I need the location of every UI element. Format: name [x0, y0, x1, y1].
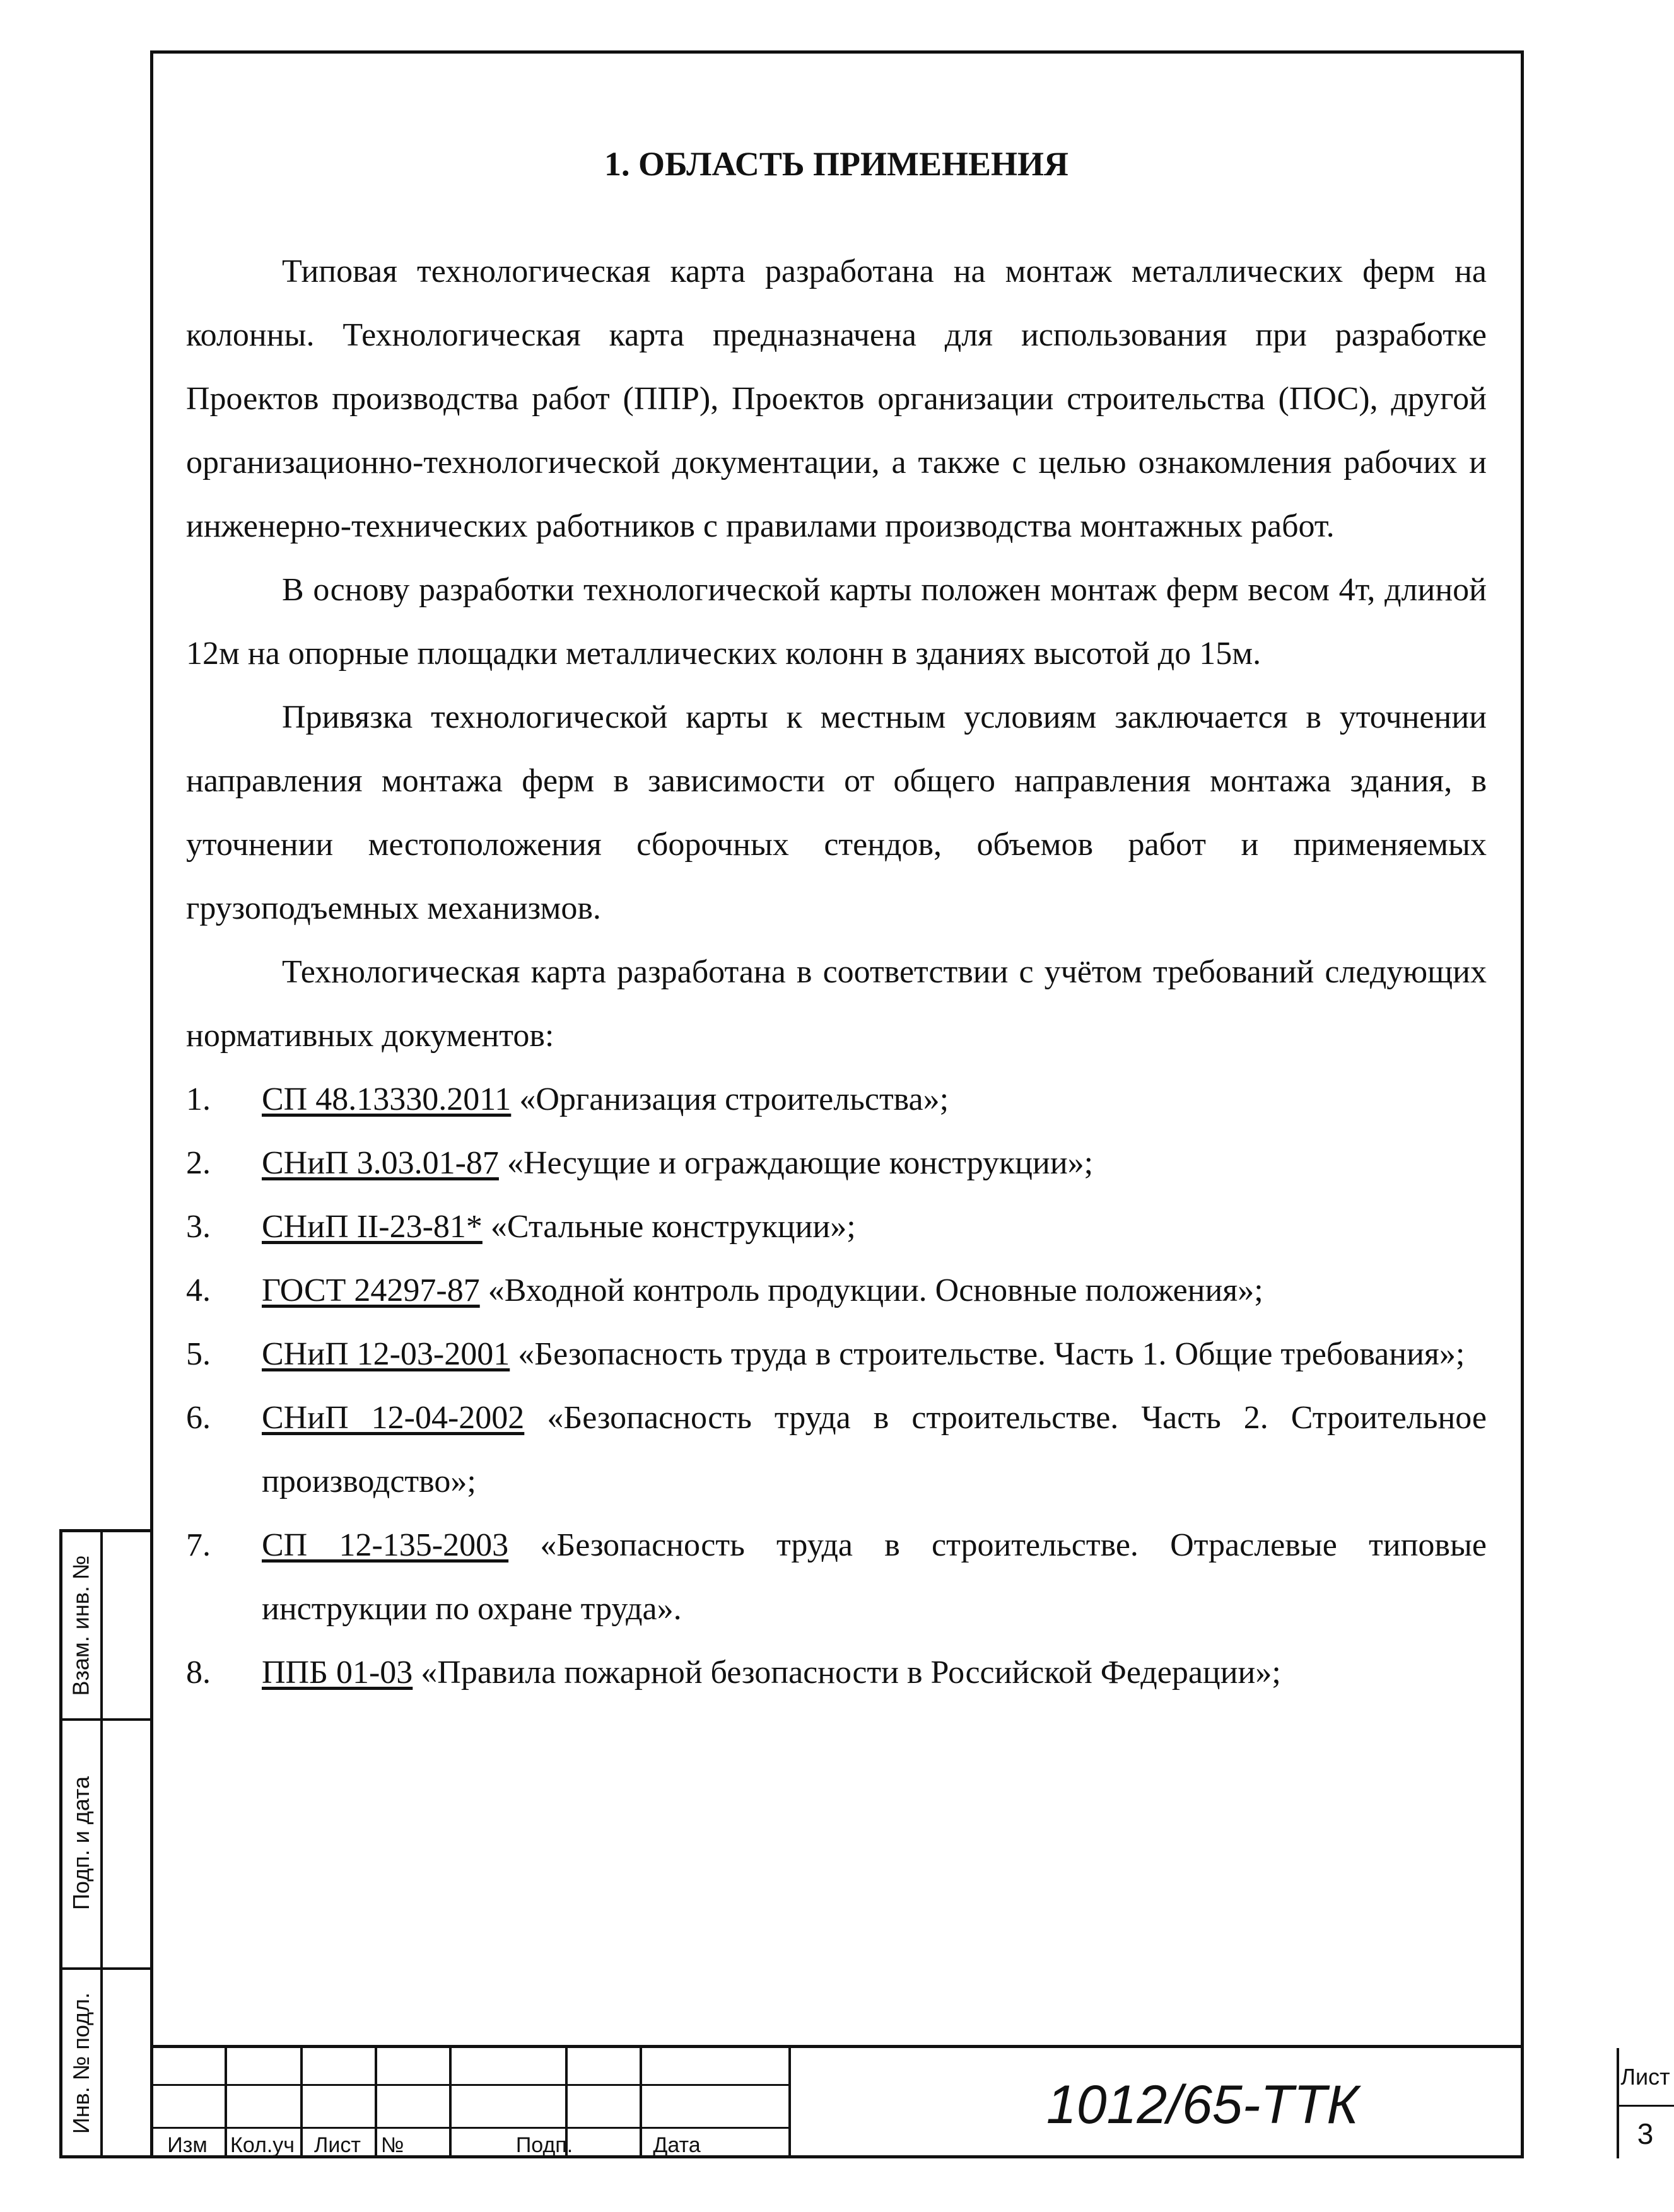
- column-label: Изм: [167, 2133, 208, 2157]
- list-number: 8.: [186, 1655, 211, 1691]
- list-item: [186, 1641, 1487, 1704]
- title-block-divider: [150, 2084, 788, 2086]
- list-number: 3.: [186, 1209, 211, 1245]
- normative-documents-list: [186, 1068, 1487, 1704]
- list-number: 5.: [186, 1336, 211, 1372]
- list-number: 4.: [186, 1272, 211, 1308]
- column-label: №: [381, 2133, 404, 2157]
- list-number: 6.: [186, 1400, 211, 1436]
- side-stamp: [59, 1529, 150, 2158]
- document-reference-link[interactable]: СНиП 12-03-2001: [262, 1336, 510, 1372]
- document-reference-link[interactable]: ГОСТ 24297-87: [262, 1272, 480, 1308]
- title-block: [150, 2045, 1670, 2158]
- document-reference-link[interactable]: СНиП 12-04-2002: [262, 1400, 525, 1436]
- list-item: [186, 1195, 1487, 1259]
- stamp-divider: [100, 1532, 103, 2155]
- paragraph: Типовая технологическая карта разработана на монтаж металлических ферм на колонны. Технологическая карта предназначена для использования при разработке Проектов производства работ (ППР), Проектов организации строительства (ПОС), другой организационно-технологической документации, а также с целью ознакомления рабочих и инженерно-технических работников с правилами производства монтажных работ.: [186, 253, 1487, 544]
- sheet-number: 3: [1637, 2117, 1654, 2150]
- document-title: «Несущие и ограждающие конструкции»;: [498, 1145, 1094, 1181]
- list-item: [186, 1513, 1487, 1641]
- list-item: [186, 1131, 1487, 1195]
- document-reference-link[interactable]: СП 48.13330.2011: [262, 1081, 512, 1117]
- document-title: «Организация строительства»;: [511, 1081, 949, 1117]
- list-number: 1.: [186, 1081, 211, 1117]
- document-reference-link[interactable]: СНиП II-23-81*: [262, 1209, 483, 1245]
- document-reference-link[interactable]: ППБ 01-03: [262, 1655, 413, 1691]
- paragraph: В основу разработки технологической карты положен монтаж ферм весом 4т, длиной 12м на опорные площадки металлических колонн в зданиях высотой до 15м.: [186, 572, 1487, 672]
- document-title: «Безопасность труда в строительстве. Часть 1. Общие требования»;: [510, 1336, 1465, 1372]
- document-code: 1012/65-ТТК: [1046, 2074, 1359, 2135]
- replacement-inventory-label: Взам. инв. №: [68, 1554, 94, 1696]
- sheet-label: Лист: [1620, 2064, 1670, 2090]
- section-title: 1. ОБЛАСТЬ ПРИМЕНЕНИЯ: [604, 145, 1069, 183]
- signature-date-label: Подп. и дата: [68, 1776, 94, 1910]
- document-title: «Правила пожарной безопасности в Российской Федерации»;: [413, 1655, 1281, 1691]
- list-item: [186, 1068, 1487, 1131]
- document-title: «Безопасность труда в строительстве. Часть 2. Строительное производство»;: [262, 1400, 1487, 1499]
- column-label: Кол.уч: [230, 2133, 295, 2157]
- document-reference-link[interactable]: СНиП 3.03.01-87: [262, 1145, 499, 1181]
- paragraph: Технологическая карта разработана в соответствии с учётом требований следующих нормативных документов:: [186, 954, 1487, 1054]
- list-number: 2.: [186, 1145, 211, 1181]
- document-body: [186, 145, 1487, 1704]
- original-inventory-label: Инв. № подл.: [68, 1992, 94, 2134]
- column-label: Подп.: [515, 2133, 573, 2157]
- list-item: [186, 1386, 1487, 1513]
- document-title: «Входной контроль продукции. Основные положения»;: [479, 1272, 1263, 1308]
- document-title: «Стальные конструкции»;: [482, 1209, 856, 1245]
- list-number: 7.: [186, 1527, 211, 1563]
- list-item: [186, 1322, 1487, 1386]
- document-title: «Безопасность труда в строительстве. Отраслевые типовые инструкции по охране труда».: [262, 1527, 1487, 1627]
- paragraph: Привязка технологической карты к местным условиям заключается в уточнении направления монтажа ферм в зависимости от общего направления монтажа здания, в уточнении местоположения сборочных стендов, объемов работ и применяемых грузоподъемных механизмов.: [186, 699, 1487, 926]
- list-item: [186, 1259, 1487, 1322]
- document-reference-link[interactable]: СП 12-135-2003: [262, 1527, 509, 1563]
- column-label: Дата: [653, 2133, 701, 2157]
- column-label: Лист: [314, 2133, 361, 2157]
